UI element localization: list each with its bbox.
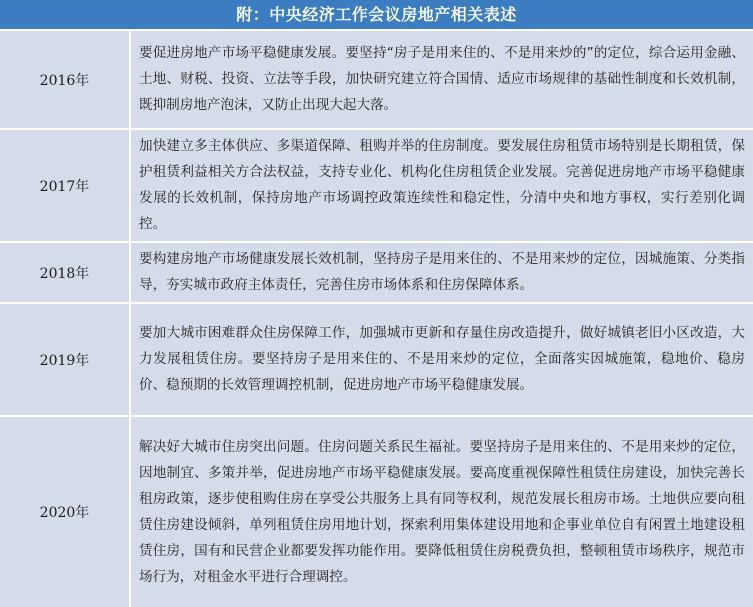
description-cell: 要加大城市困难群众住房保障工作，加强城市更新和存量住房改造提升，做好城镇老旧小区改造，大力发展租赁住房。要坚持房子是用来住的、不是用来炒的定位，全面落实因城施策，稳地价、稳房价、稳预期的长效管理调控机制，促进房地产市场平稳健康发展。 — [130, 303, 753, 416]
table-row — [0, 129, 753, 242]
description-cell: 加快建立多主体供应、多渠道保障、租购并举的住房制度。要发展住房租赁市场特别是长期租赁，保护租赁利益相关方合法权益，支持专业化、机构化住房租赁企业发展。完善促进房地产市场平稳健康发展的长效机制，保持房地产市场调控政策连续性和稳定性，分清中央和地方事权，实行差别化调控。 — [130, 129, 753, 242]
year-cell: 2017年 — [0, 129, 130, 242]
year-cell: 2018年 — [0, 242, 130, 303]
table-row — [0, 30, 753, 129]
table-row — [0, 242, 753, 303]
year-cell: 2019年 — [0, 303, 130, 416]
table-title: 附：中央经济工作会议房地产相关表述 — [0, 0, 753, 29]
description-cell: 要构建房地产市场健康发展长效机制，坚持房子是用来住的、不是用来炒的定位，因城施策、分类指导，夯实城市政府主体责任，完善住房市场体系和住房保障体系。 — [130, 242, 753, 303]
year-cell: 2016年 — [0, 30, 130, 129]
year-cell: 2020年 — [0, 416, 130, 607]
table-row — [0, 416, 753, 607]
description-cell: 解决好大城市住房突出问题。住房问题关系民生福祉。要坚持房子是用来住的、不是用来炒的定位，因地制宜、多策并举，促进房地产市场平稳健康发展。要高度重视保障性租赁住房建设，加快完善长租房政策，逐步使租购住房在享受公共服务上具有同等权利，规范发展长租房市场。土地供应要向租赁住房建设倾斜，单列租赁住房用地计划，探索利用集体建设用地和企事业单位自有闲置土地建设租赁住房，国有和民营企业都要发挥功能作用。要降低租赁住房税费负担，整顿租赁市场秩序，规范市场行为，对租金水平进行合理调控。 — [130, 416, 753, 607]
description-cell: 要促进房地产市场平稳健康发展。要坚持“房子是用来住的、不是用来炒的”的定位，综合运用金融、土地、财税、投资、立法等手段，加快研究建立符合国情、适应市场规律的基础性制度和长效机制，既抑制房地产泡沫，又防止出现大起大落。 — [130, 30, 753, 129]
policy-table — [0, 29, 753, 607]
table-row — [0, 303, 753, 416]
